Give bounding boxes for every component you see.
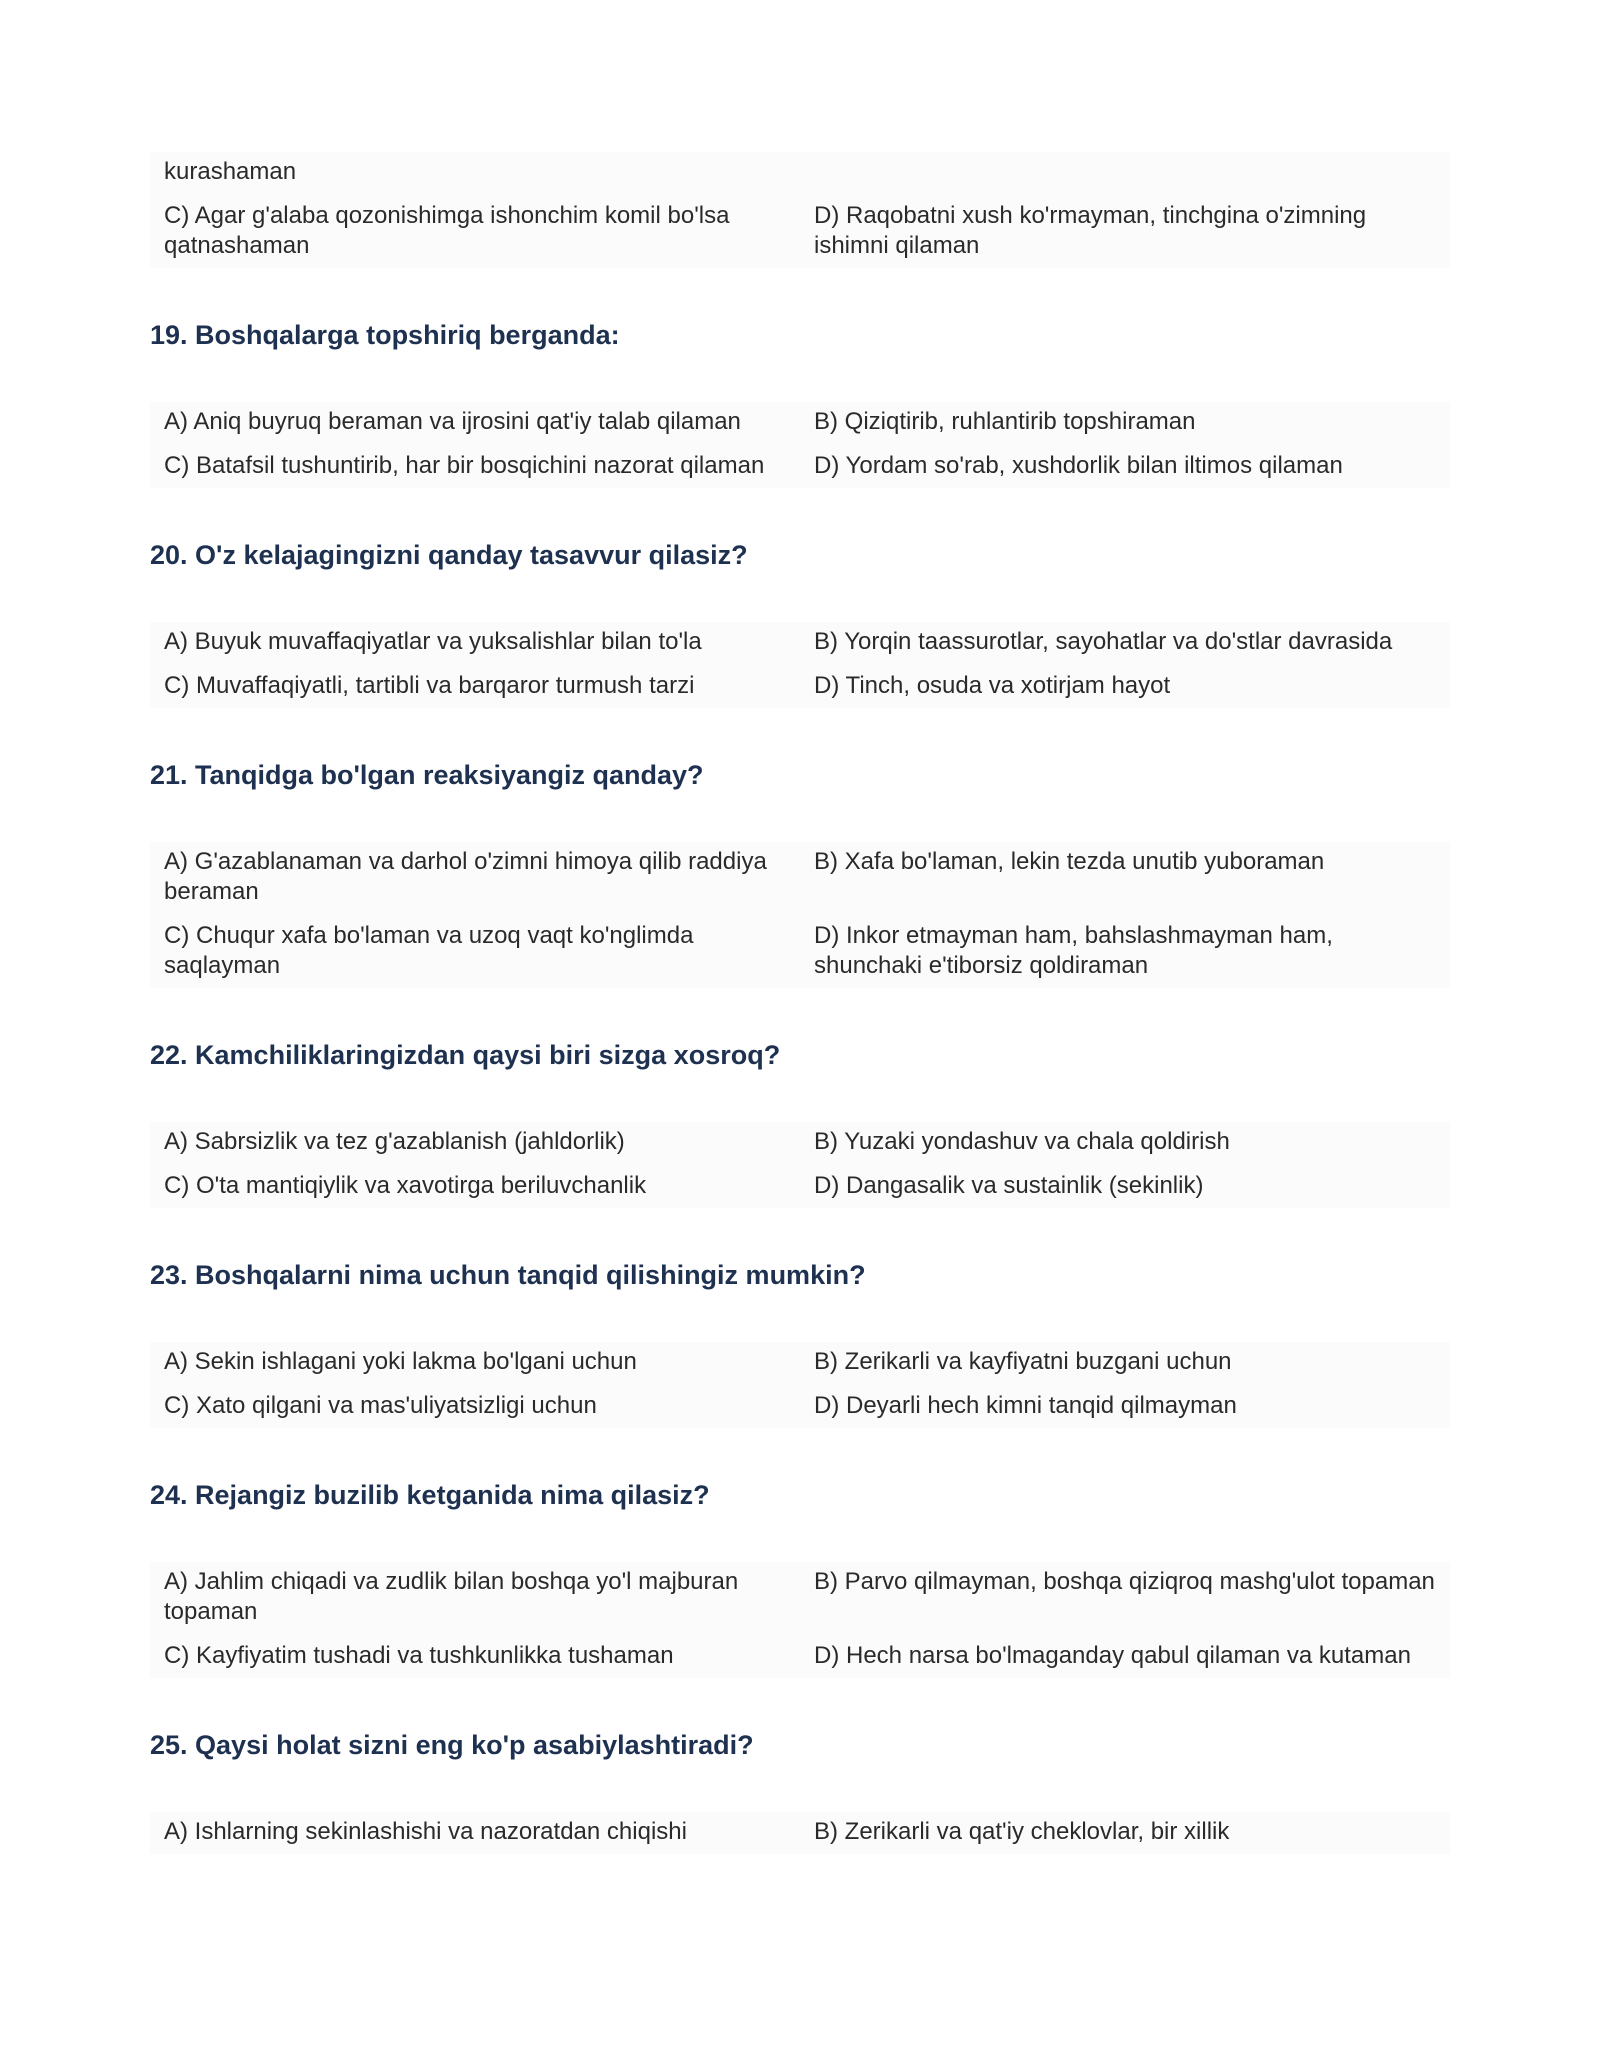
option-b[interactable]: B) Parvo qilmayman, boshqa qiziqroq mashg'ulot topaman — [814, 1568, 1435, 1595]
question-24-title: 24. Rejangiz buzilib ketganida nima qilasiz? — [150, 1480, 710, 1510]
option-d[interactable]: D) Yordam so'rab, xushdorlik bilan iltimos qilaman — [814, 452, 1343, 479]
option-c[interactable]: C) Chuqur xafa bo'laman va uzoq vaqt ko'nglimda saqlayman — [164, 922, 694, 979]
question-25-options — [150, 1812, 1450, 1854]
option-c[interactable]: C) O'ta mantiqiylik va xavotirga beriluvchanlik — [164, 1172, 647, 1199]
question-23-options — [150, 1342, 1450, 1428]
option-a[interactable]: A) G'azablanaman va darhol o'zimni himoya qilib raddiya beraman — [164, 848, 767, 905]
option-a[interactable]: A) Sabrsizlik va tez g'azablanish (jahldorlik) — [164, 1128, 625, 1155]
option-d[interactable]: D) Hech narsa bo'lmaganday qabul qilaman va kutaman — [814, 1642, 1411, 1669]
question-21-title: 21. Tanqidga bo'lgan reaksiyangiz qanday? — [150, 760, 704, 790]
document-page — [150, 152, 1450, 1854]
question-22-options — [150, 1122, 1450, 1208]
option-b[interactable]: B) Qiziqtirib, ruhlantirib topshiraman — [814, 408, 1196, 435]
option-a[interactable]: A) Ishlarning sekinlashishi va nazoratdan chiqishi — [164, 1818, 687, 1845]
option-a[interactable]: A) Jahlim chiqadi va zudlik bilan boshqa yo'l majburan topaman — [164, 1568, 739, 1625]
option-continuation-text: kurashaman — [164, 158, 297, 185]
option-c[interactable]: C) Batafsil tushuntirib, har bir bosqichini nazorat qilaman — [164, 452, 765, 479]
question-21-options — [150, 842, 1450, 988]
option-b[interactable]: B) Zerikarli va kayfiyatni buzgani uchun — [814, 1348, 1232, 1375]
option-a[interactable]: A) Aniq buyruq beraman va ijrosini qat'iy talab qilaman — [164, 408, 741, 435]
question-19-options — [150, 402, 1450, 488]
option-d[interactable]: D) Tinch, osuda va xotirjam hayot — [814, 672, 1171, 699]
question-25-title: 25. Qaysi holat sizni eng ko'p asabiylashtiradi? — [150, 1730, 754, 1760]
option-d[interactable]: D) Deyarli hech kimni tanqid qilmayman — [814, 1392, 1237, 1419]
question-22-title: 22. Kamchiliklaringizdan qaysi biri sizga xosroq? — [150, 1040, 781, 1070]
option-a[interactable]: A) Sekin ishlagani yoki lakma bo'lgani uchun — [164, 1348, 637, 1375]
question-23-title: 23. Boshqalarni nima uchun tanqid qilishingiz mumkin? — [150, 1260, 866, 1290]
question-24-options — [150, 1562, 1450, 1678]
option-c[interactable]: C) Xato qilgani va mas'uliyatsizligi uchun — [164, 1392, 597, 1419]
question-20-options — [150, 622, 1450, 708]
option-b[interactable]: B) Xafa bo'laman, lekin tezda unutib yuboraman — [814, 848, 1325, 875]
option-b[interactable]: B) Yorqin taassurotlar, sayohatlar va do'stlar davrasida — [814, 628, 1393, 655]
question-19-title: 19. Boshqalarga topshiriq berganda: — [150, 320, 620, 350]
option-block-continuation — [150, 152, 1450, 268]
option-d[interactable]: D) Inkor etmayman ham, bahslashmayman ham, shunchaki e'tiborsiz qoldiraman — [814, 922, 1333, 979]
option-d: D) Raqobatni xush ko'rmayman, tinchgina o'zimning ishimni qilaman — [814, 202, 1367, 259]
option-c[interactable]: C) Kayfiyatim tushadi va tushkunlikka tushaman — [164, 1642, 674, 1669]
option-a[interactable]: A) Buyuk muvaffaqiyatlar va yuksalishlar bilan to'la — [164, 628, 702, 655]
option-c: C) Agar g'alaba qozonishimga ishonchim komil bo'lsa qatnashaman — [164, 202, 730, 259]
question-20-title: 20. O'z kelajagingizni qanday tasavvur qilasiz? — [150, 540, 748, 570]
option-d[interactable]: D) Dangasalik va sustainlik (sekinlik) — [814, 1172, 1204, 1199]
option-c[interactable]: C) Muvaffaqiyatli, tartibli va barqaror turmush tarzi — [164, 672, 695, 699]
option-b[interactable]: B) Zerikarli va qat'iy cheklovlar, bir xillik — [814, 1818, 1230, 1845]
option-b[interactable]: B) Yuzaki yondashuv va chala qoldirish — [814, 1128, 1230, 1155]
